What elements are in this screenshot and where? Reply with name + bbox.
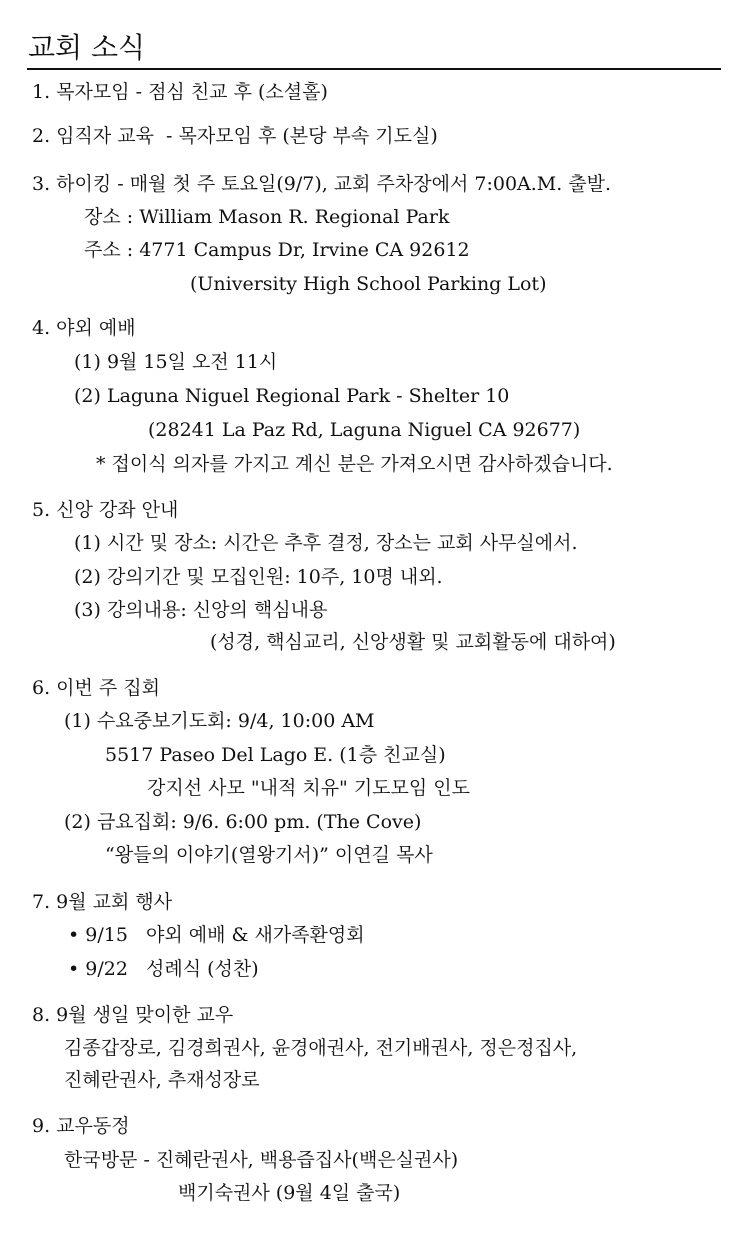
item-4-note: * 접이식 의자를 가지고 계신 분은 가져오시면 감사하겠습니다.: [96, 453, 613, 475]
page-title: 교회 소식: [28, 31, 146, 64]
item-6-line: 5517 Paseo Del Lago E. (1층 친교실): [105, 744, 446, 766]
item-6-line: “왕들의 이야기(열왕기서)” 이연길 목사: [105, 844, 433, 866]
item-4-line: (2) Laguna Niguel Regional Park - Shelter 10: [74, 385, 510, 407]
item-7-event: • 9/15 야외 예배 & 새가족환영회: [68, 924, 365, 946]
item-5-line: (2) 강의기간 및 모집인원: 10주, 10명 내외.: [74, 566, 443, 588]
item-7-event: • 9/22 성례식 (성찬): [68, 958, 259, 980]
item-3-heading: 3. 하이킹 - 매월 첫 주 토요일(9/7), 교회 주차장에서 7:00A.M. 출발.: [32, 173, 612, 195]
item-4-heading: 4. 야외 예배: [32, 317, 136, 339]
item-6-line: (1) 수요중보기도회: 9/4, 10:00 AM: [64, 710, 375, 732]
item-8-names: 김종갑장로, 김경희권사, 윤경애권사, 전기배권사, 정은정집사,: [64, 1037, 578, 1059]
item-3-address: 주소 : 4771 Campus Dr, Irvine CA 92612: [84, 239, 470, 261]
item-4-line: (28241 La Paz Rd, Laguna Niguel CA 92677): [148, 419, 581, 441]
item-9-heading: 9. 교우동정: [32, 1115, 130, 1137]
item-9-line: 한국방문 - 진혜란권사, 백용즙집사(백은실권사): [64, 1149, 459, 1171]
item-5-line: (3) 강의내용: 신앙의 핵심내용: [74, 599, 328, 621]
item-6-line: 강지선 사모 "내적 치유" 기도모임 인도: [147, 777, 470, 799]
item-2-heading: 2. 임직자 교육 - 목자모임 후 (본당 부속 기도실): [32, 125, 438, 147]
item-5-heading: 5. 신앙 강좌 안내: [32, 499, 179, 521]
item-4-line: (1) 9월 15일 오전 11시: [74, 351, 278, 373]
item-7-heading: 7. 9월 교회 행사: [32, 891, 173, 913]
item-9-line: 백기숙권사 (9월 4일 출국): [178, 1182, 401, 1204]
item-8-heading: 8. 9월 생일 맞이한 교우: [32, 1004, 234, 1026]
item-6-heading: 6. 이번 주 집회: [32, 677, 161, 699]
item-3-place: 장소 : William Mason R. Regional Park: [84, 206, 450, 228]
title-divider: [27, 68, 721, 70]
item-8-names: 진혜란권사, 추재성장로: [64, 1069, 260, 1091]
item-5-line: (1) 시간 및 장소: 시간은 추후 결정, 장소는 교회 사무실에서.: [74, 532, 578, 554]
item-1-heading: 1. 목자모임 - 점심 친교 후 (소셜홀): [32, 81, 328, 103]
item-6-line: (2) 금요집회: 9/6. 6:00 pm. (The Cove): [64, 811, 422, 833]
item-5-line: (성경, 핵심교리, 신앙생활 및 교회활동에 대하여): [210, 631, 616, 653]
item-3-address-note: (University High School Parking Lot): [190, 273, 547, 295]
